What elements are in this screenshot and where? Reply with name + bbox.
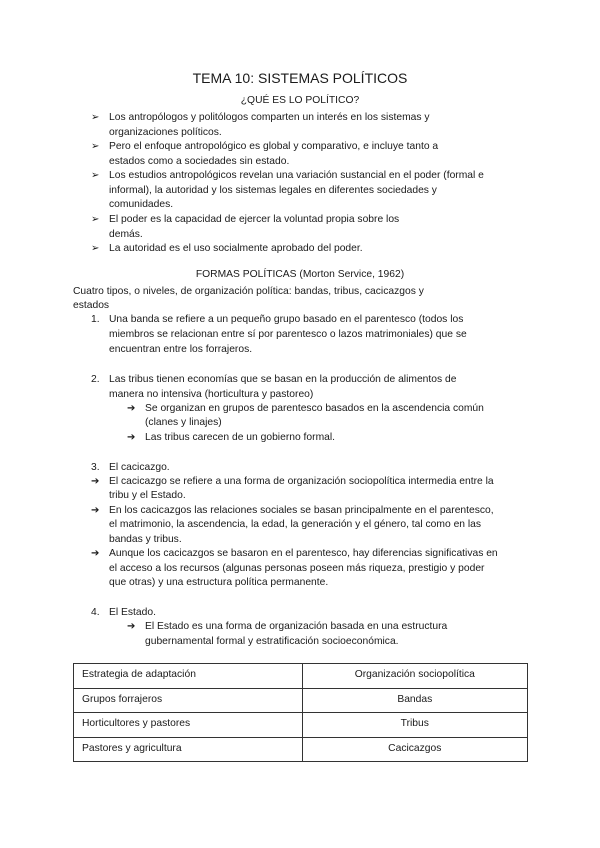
- arrow-icon: ➔: [91, 476, 100, 487]
- bullet-icon: ➢: [91, 141, 100, 152]
- item-3-sub-line: El cacicazgo se refiere a una forma de organización sociopolítica intermedia entre la: [109, 476, 494, 487]
- item-3-sub-line: bandas y tribus.: [109, 534, 182, 545]
- intro-bullet-line: La autoridad es el uso socialmente aprobado del poder.: [109, 243, 363, 254]
- intro-bullet-line: organizaciones políticos.: [109, 127, 222, 138]
- item-4-sub-line: gubernamental formal y estratificación socioeconómica.: [145, 636, 399, 647]
- item-1-line: encuentran entre los forrajeros.: [109, 344, 253, 355]
- item-4-label: El Estado.: [109, 607, 156, 618]
- item-2-line: manera no intensiva (horticultura y pastoreo): [109, 389, 314, 400]
- section-intro-line-1: Cuatro tipos, o niveles, de organización política: bandas, tribus, cacicazgos y: [73, 286, 424, 297]
- bullet-icon: ➢: [91, 214, 100, 225]
- intro-bullet-line: informal), la autoridad y los sistemas legales en diferentes sociedades y: [109, 185, 437, 196]
- item-4-sub-line: El Estado es una forma de organización basada en una estructura: [145, 621, 448, 632]
- section-heading-political-forms: FORMAS POLÍTICAS (Morton Service, 1962): [195, 269, 405, 280]
- section-intro-line-2: estados: [73, 300, 110, 311]
- item-3-sub-line: el matrimonio, la ascendencia, la edad, la generación y el género, tal como en las: [109, 519, 482, 530]
- bullet-icon: ➢: [91, 170, 100, 181]
- arrow-icon: ➔: [127, 621, 136, 632]
- intro-bullet-line: Los antropólogos y politólogos comparten un interés en los sistemas y: [109, 112, 430, 123]
- table-cell: Horticultores y pastores: [74, 713, 303, 738]
- item-1-line: miembros se relacionan entre sí por parentesco o lazos matrimoniales) que se: [109, 329, 467, 340]
- item-1-line: Una banda se refiere a un pequeño grupo basado en el parentesco (todos los: [109, 314, 464, 325]
- arrow-icon: ➔: [91, 505, 100, 516]
- table-cell: Grupos forrajeros: [74, 688, 303, 713]
- table-header-row: [74, 664, 528, 689]
- item-3-sub-line: tribu y el Estado.: [109, 490, 186, 501]
- arrow-icon: ➔: [127, 432, 136, 443]
- item-3-sub-line: En los cacicazgos las relaciones sociales se basan principalmente en el parentesco,: [109, 505, 494, 516]
- item-3-number: 3.: [91, 462, 100, 473]
- page-title: TEMA 10: SISTEMAS POLÍTICOS: [192, 70, 408, 86]
- table-header-cell: Estrategia de adaptación: [74, 664, 303, 689]
- item-3-label: El cacicazgo.: [109, 462, 170, 473]
- bullet-icon: ➢: [91, 112, 100, 123]
- item-3-sub-line: Aunque los cacicazgos se basaron en el parentesco, hay diferencias significativas en: [109, 548, 498, 559]
- table-cell: Pastores y agricultura: [74, 737, 303, 762]
- intro-bullet-line: Los estudios antropológicos revelan una variación sustancial en el poder (formal e: [109, 170, 484, 181]
- item-3-sub-line: el acceso a los recursos (algunas personas poseen más riqueza, prestigio y poder: [109, 563, 485, 574]
- item-2-sub-line: Se organizan en grupos de parentesco basados en la ascendencia común: [145, 403, 484, 414]
- intro-bullet-line: Pero el enfoque antropológico es global y comparativo, e incluye tanto a: [109, 141, 439, 152]
- item-2-sub-line: (clanes y linajes): [145, 417, 222, 428]
- table-row: [74, 713, 528, 738]
- table-cell: Cacicazgos: [302, 737, 527, 762]
- intro-bullet-line: demás.: [109, 229, 143, 240]
- table-cell: Tribus: [302, 713, 527, 738]
- item-1-number: 1.: [91, 314, 100, 325]
- item-4-number: 4.: [91, 607, 100, 618]
- table-header-cell: Organización sociopolítica: [302, 664, 527, 689]
- table-cell: Bandas: [302, 688, 527, 713]
- intro-bullet-line: comunidades.: [109, 199, 174, 210]
- intro-bullet-line: El poder es la capacidad de ejercer la voluntad propia sobre los: [109, 214, 400, 225]
- item-3-sub-line: que otras) y una estructura política permanente.: [109, 577, 329, 588]
- intro-bullet-line: estados como a sociedades sin estado.: [109, 156, 290, 167]
- table-row: [74, 737, 528, 762]
- item-2-number: 2.: [91, 374, 100, 385]
- bullet-icon: ➢: [91, 243, 100, 254]
- adaptation-organization-table: [73, 663, 528, 762]
- section-heading-what-is-political: ¿QUÉ ES LO POLÍTICO?: [240, 95, 360, 106]
- item-2-sub-line: Las tribus carecen de un gobierno formal.: [145, 432, 336, 443]
- arrow-icon: ➔: [91, 548, 100, 559]
- table-row: [74, 688, 528, 713]
- item-2-line: Las tribus tienen economías que se basan en la producción de alimentos de: [109, 374, 457, 385]
- arrow-icon: ➔: [127, 403, 136, 414]
